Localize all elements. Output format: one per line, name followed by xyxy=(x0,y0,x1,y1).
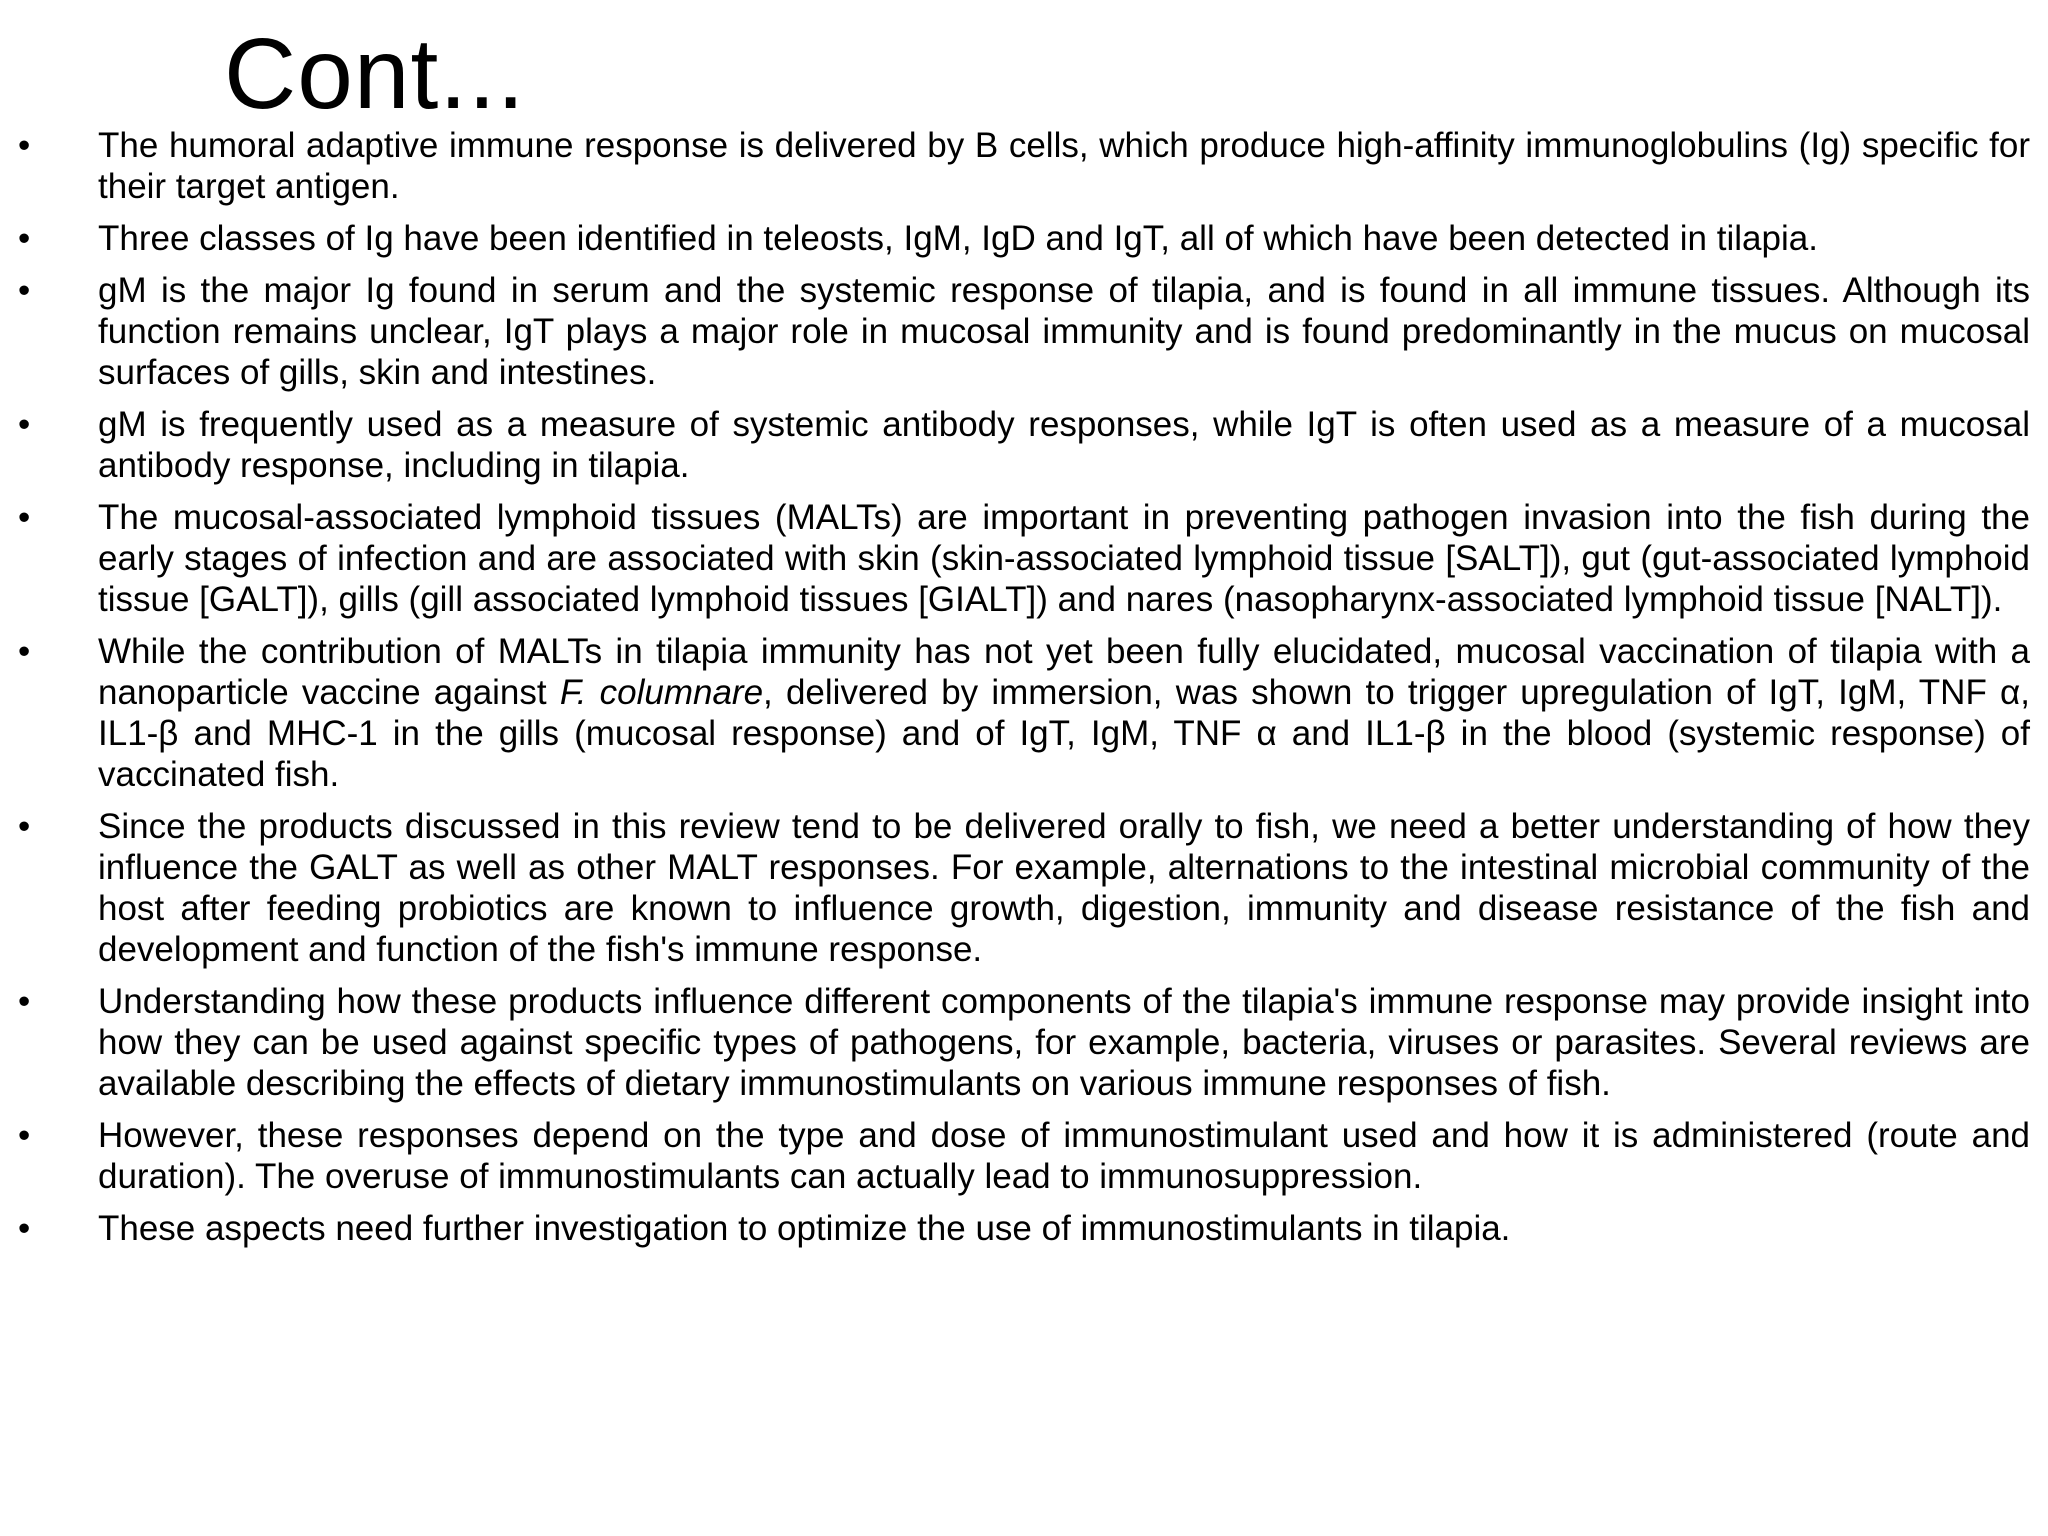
bullet-item xyxy=(18,1115,2030,1197)
bullet-item xyxy=(18,404,2030,486)
bullet-text xyxy=(98,631,2030,795)
bullet-icon: • xyxy=(18,126,31,165)
bullet-icon: • xyxy=(18,1116,31,1155)
bullet-item xyxy=(18,270,2030,393)
bullet-item xyxy=(18,981,2030,1104)
bullet-list xyxy=(18,125,2030,1260)
bullet-text: The humoral adaptive immune response is delivered by B cells, which produce high-affinity immunoglobulins (Ig) specific for their target antigen. xyxy=(98,126,2030,206)
bullet-text: gM is frequently used as a measure of systemic antibody responses, while IgT is often used as a measure of a mucosal antibody response, including in tilapia. xyxy=(98,405,2030,485)
bullet-icon: • xyxy=(18,632,31,671)
bullet-text: gM is the major Ig found in serum and the systemic response of tilapia, and is found in all immune tissues. Although its function remains unclear, IgT plays a major role in mucosal immunity and is found predominantly in the mucus on mucosal surfaces of gills, skin and intestines. xyxy=(98,271,2030,392)
bullet-icon: • xyxy=(18,498,31,537)
bullet-text: Three classes of Ig have been identified in teleosts, IgM, IgD and IgT, all of which have been detected in tilapia. xyxy=(98,219,1818,258)
bullet-icon: • xyxy=(18,405,31,444)
bullet-item xyxy=(18,218,2030,259)
bullet-icon: • xyxy=(18,982,31,1021)
bullet-item xyxy=(18,806,2030,970)
bullet-icon: • xyxy=(18,807,31,846)
bullet-item xyxy=(18,497,2030,620)
bullet-icon: • xyxy=(18,1209,31,1248)
bullet-text: These aspects need further investigation to optimize the use of immunostimulants in tilapia. xyxy=(98,1209,1511,1248)
bullet-item xyxy=(18,125,2030,207)
bullet-icon: • xyxy=(18,271,31,310)
bullet-icon: • xyxy=(18,219,31,258)
bullet-text-after: , delivered by immersion, was shown to trigger upregulation of IgT, IgM, TNF α, IL1-β and MHC-1 in the gills (mucosal response) and of IgT, IgM, TNF α and IL1-β in the blood (systemic response) of vaccinated fish. xyxy=(98,673,2030,794)
bullet-item xyxy=(18,1208,2030,1249)
bullet-text: The mucosal-associated lymphoid tissues (MALTs) are important in preventing pathogen invasion into the fish during the early stages of infection and are associated with skin (skin-associated lymphoid tissue [SALT]), gut (gut-associated lymphoid tissue [GALT]), gills (gill associated lymphoid tissues [GIALT]) and nares (nasopharynx-associated lymphoid tissue [NALT]). xyxy=(98,498,2030,619)
bullet-text-before: While the contribution of MALTs in tilapia immunity has not yet been fully elucidated, mucosal vaccination of tilapia with a nanoparticle vaccine against xyxy=(98,632,2030,712)
bullet-text: Understanding how these products influence different components of the tilapia's immune response may provide insight into how they can be used against specific types of pathogens, for example, bacteria, viruses or parasites. Several reviews are available describing the effects of dietary immunostimulants on various immune responses of fish. xyxy=(98,982,2030,1103)
slide-title: Cont... xyxy=(224,18,526,130)
bullet-item xyxy=(18,631,2030,795)
bullet-text: However, these responses depend on the type and dose of immunostimulant used and how it is administered (route and duration). The overuse of immunostimulants can actually lead to immunosuppression. xyxy=(98,1116,2030,1196)
bullet-text: Since the products discussed in this review tend to be delivered orally to fish, we need a better understanding of how they influence the GALT as well as other MALT responses. For example, alternations to the intestinal microbial community of the host after feeding probiotics are known to influence growth, digestion, immunity and disease resistance of the fish and development and function of the fish's immune response. xyxy=(98,807,2030,969)
species-name: F. columnare xyxy=(559,673,764,712)
